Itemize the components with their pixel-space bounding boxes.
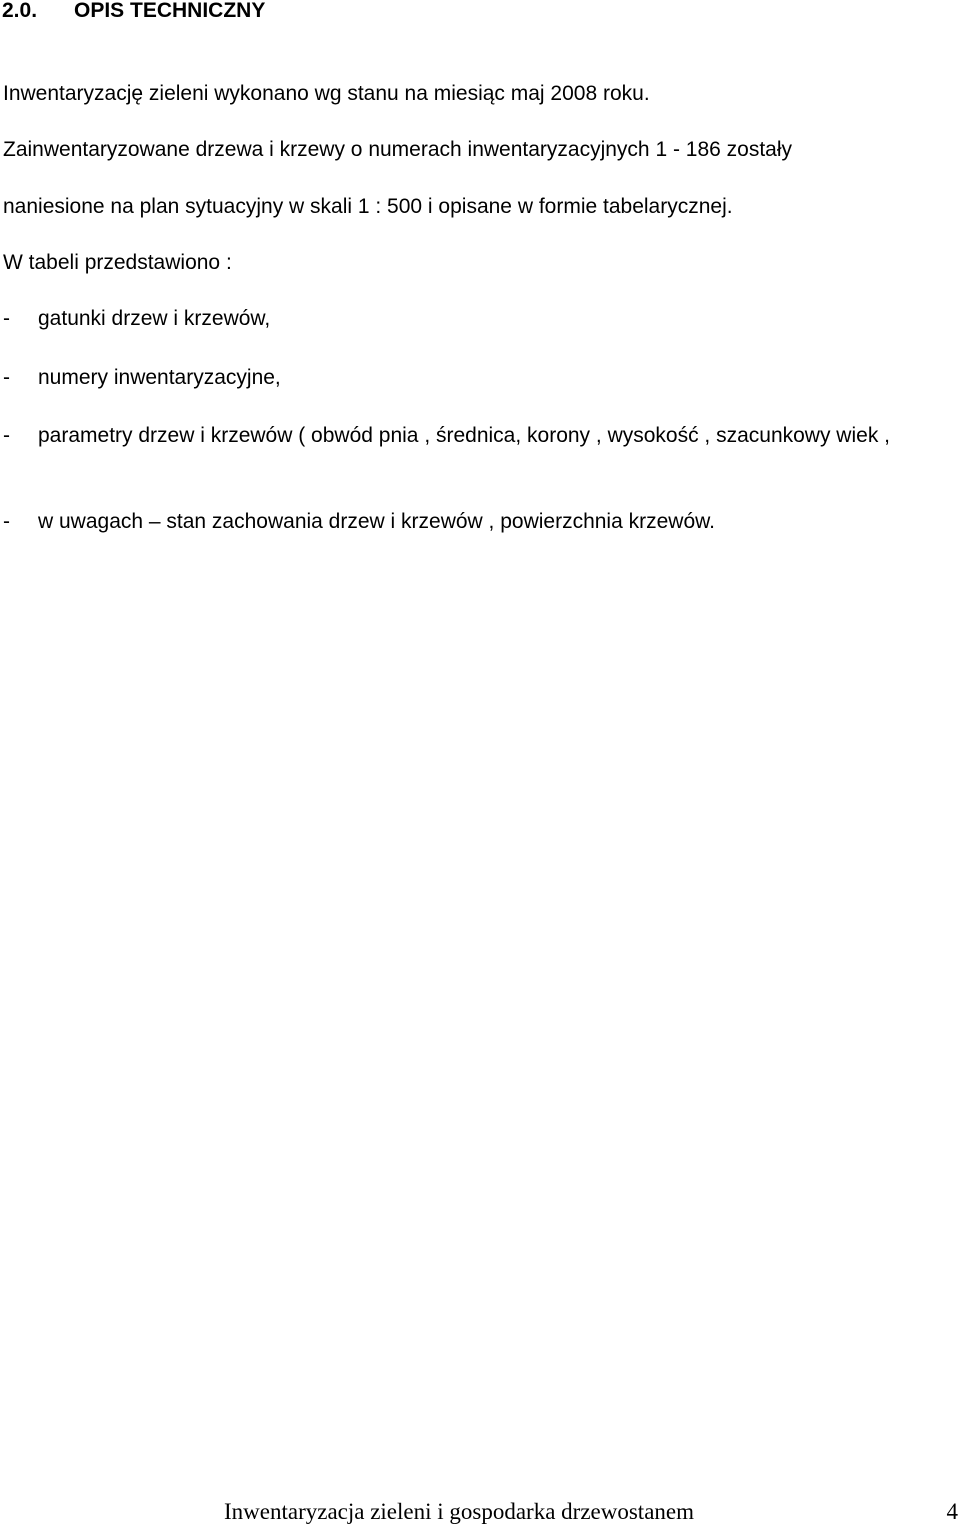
list-item (3, 508, 960, 536)
list-item-text: w uwagach – stan zachowania drzew i krzewów , powierzchnia krzewów. (38, 510, 715, 533)
list-item-text: gatunki drzew i krzewów, (38, 307, 271, 330)
list-item (3, 305, 960, 333)
section-heading (2, 0, 265, 25)
list-dash: - (3, 510, 10, 533)
list-dash: - (3, 424, 10, 447)
paragraph-plan-scale: naniesione na plan sytuacyjny w skali 1 : 500 i opisane w formie tabelarycznej. (3, 195, 733, 218)
section-number: 2.0. (2, 0, 38, 22)
footer-title: Inwentaryzacja zieleni i gospodarka drzewostanem (224, 1499, 695, 1524)
list-item (3, 422, 960, 450)
paragraph-inventory-scope: Zainwentaryzowane drzewa i krzewy o numerach inwentaryzacyjnych 1 - 186 zostały (3, 138, 793, 161)
list-item-text: numery inwentaryzacyjne, (38, 366, 281, 389)
paragraph-table-intro: W tabeli przedstawiono : (3, 251, 232, 274)
list-item-text: parametry drzew i krzewów ( obwód pnia , średnica, korony , wysokość , szacunkowy wiek , (38, 424, 890, 447)
list-dash: - (3, 307, 10, 330)
page-footer (224, 1497, 960, 1527)
list-dash: - (3, 366, 10, 389)
paragraph-inventory-date: Inwentaryzację zieleni wykonano wg stanu na miesiąc maj 2008 roku. (3, 82, 650, 105)
section-title: OPIS TECHNICZNY (74, 0, 266, 22)
list-item (3, 364, 960, 392)
page-number: 4 (946, 1499, 958, 1524)
